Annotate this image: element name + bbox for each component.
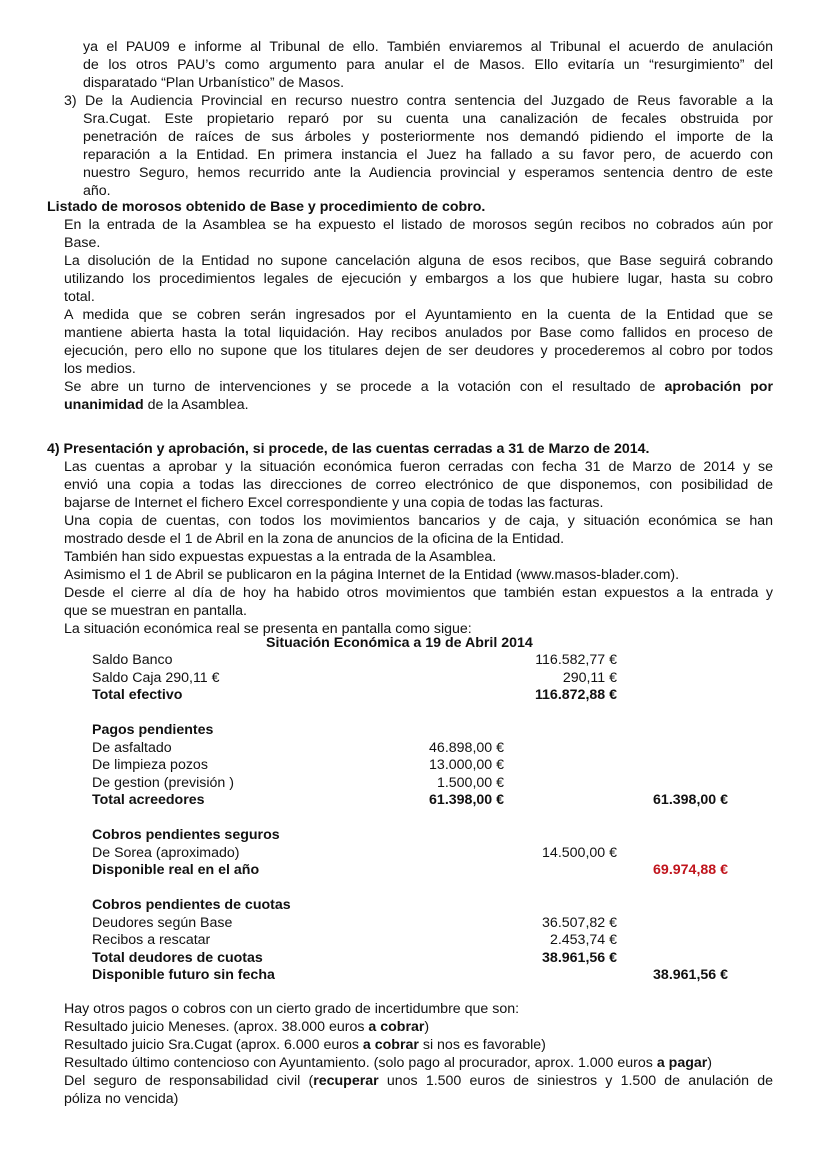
section-heading-4: 4) Presentación y aprobación, si procede, de las cuentas cerradas a 31 de Marzo de 2014. (47, 441, 650, 457)
uncertain-item (64, 1072, 773, 1090)
paragraph-line: En la entrada de la Asamblea se ha expuesto el listado de morosos según recibos no cobrados aún por (64, 217, 773, 233)
item-text: unos 1.500 euros de siniestros y 1.500 de anulación de (378, 1073, 773, 1089)
paragraph-line: ejecución, pero ello no supone que los titulares dejen de ser deudores y procederemos al cobro por todos (64, 343, 773, 359)
economic-table-title: Situación Económica a 19 de Abril 2014 (266, 635, 533, 651)
paragraph-line: La situación económica real se presenta en pantalla como sigue: (64, 621, 472, 637)
table-row-label: De asfaltado (92, 739, 172, 756)
table-cell-amount: 1.500,00 € (436, 774, 504, 791)
paragraph-line: Las cuentas a aprobar y la situación económica fueron cerradas con fecha 31 de Marzo de 2014 y se (64, 459, 773, 475)
table-row-label: Cobros pendientes seguros (92, 827, 280, 843)
paragraph-line: envió una copia a todas las direcciones de correo electrónico de que disponemos, con posibilidad de (64, 477, 773, 493)
item-bold: recuperar (313, 1073, 379, 1089)
table-cell-amount: 38.961,56 € (542, 949, 617, 966)
paragraph-line: de los otros PAU’s como argumento para anular el de Masos. Ello evitaría un “resurgimiento” del (83, 57, 773, 73)
table-row-label: Disponible real en el año (92, 862, 260, 878)
paragraph-line: Base. (64, 235, 101, 251)
table-row-label: Saldo Caja 290,11 € (92, 669, 220, 686)
paragraph-line: nuestro Seguro, hemos recurrido ante la Audiencia provincial y esperamos sentencia dentro de este (83, 165, 773, 181)
paragraph-line: Una copia de cuentas, con todos los movimientos bancarios y de caja, y situación económica se han (64, 513, 773, 529)
uncertain-item (64, 1018, 429, 1036)
table-cell-amount: 290,11 € (562, 669, 617, 686)
table-row-label: De gestion (previsión ) (92, 774, 234, 791)
table-row-label: Recibos a rescatar (92, 932, 211, 948)
paragraph-line: La disolución de la Entidad no supone cancelación alguna de esos recibos, que Base seguirá cobrando (64, 253, 773, 269)
paragraph-line: Sra.Cugat. Este propietario reparó por su cuenta una canalización de fecales obstruida por (83, 111, 773, 127)
table-cell-amount: 116.582,77 € (535, 652, 617, 668)
paragraph-line: bajarse de Internet el fichero Excel correspondiente y una copia de todas las facturas. (64, 495, 604, 511)
item-text: si nos es favorable) (418, 1037, 546, 1053)
table-cell-amount: 14.500,00 € (542, 844, 617, 861)
uncertain-item (64, 1036, 546, 1054)
table-row-label: De limpieza pozos (92, 757, 208, 773)
paragraph-line: reparación a la Entidad. En primera instancia el Juez ha fallado a su favor pero, de acuerdo con (83, 147, 773, 163)
item-text: ) (424, 1019, 430, 1035)
table-row-label: Cobros pendientes de cuotas (92, 897, 291, 913)
table-row-label: Deudores según Base (92, 914, 233, 931)
list-item-3: 3) De la Audiencia Provincial en recurso nuestro contra sentencia del Juzgado de Reus favorable a la (64, 93, 773, 109)
item-text: Resultado último contencioso con Ayuntamiento. (solo pago al procurador, aprox. 1.000 euros (64, 1055, 657, 1071)
paragraph-line: penetración de raíces de sus árboles y posteriormente nos demandó pidiendo el importe de la (83, 129, 773, 145)
table-row-label: Total deudores de cuotas (92, 949, 263, 966)
item-text: Resultado juicio Sra.Cugat (aprox. 6.000 euros (64, 1037, 363, 1053)
paragraph-line: Asimismo el 1 de Abril se publicaron en la página Internet de la Entidad (www.masos-blader.com). (64, 567, 680, 583)
table-row-label: De Sorea (aproximado) (92, 844, 240, 861)
vote-text: de la Asamblea. (143, 397, 249, 413)
item-bold: a pagar (656, 1055, 708, 1071)
table-cell-amount: 61.398,00 € (653, 792, 728, 808)
table-cell-amount: 36.507,82 € (542, 914, 617, 931)
table-cell-amount: 116.872,88 € (534, 687, 617, 703)
item-text: Resultado juicio Meneses. (aprox. 38.000 euros (64, 1019, 369, 1035)
table-row-label: Disponible futuro sin fecha (92, 967, 275, 983)
paragraph-line: ya el PAU09 e informe al Tribunal de ello. También enviaremos al Tribunal el acuerdo de anulación (83, 39, 773, 55)
item-bold: a cobrar (368, 1019, 425, 1035)
table-row-label: Saldo Banco (92, 652, 173, 668)
paragraph-line: total. (64, 289, 95, 305)
table-cell-amount: 38.961,56 € (653, 967, 728, 983)
paragraph-line: mantiene abierta hasta la total liquidación. Hay recibos anulados por Base como fallidos en proceso de (64, 325, 773, 341)
uncertain-item (64, 1054, 712, 1072)
vote-result-line (64, 378, 773, 396)
table-cell-amount: 46.898,00 € (429, 739, 504, 756)
paragraph-line: utilizando los procedimientos legales de ejecución y embargos a los que hubiere lugar, hasta su cobro (64, 271, 773, 287)
table-cell-amount: 2.453,74 € (549, 932, 617, 948)
table-cell-amount: 13.000,00 € (429, 757, 504, 773)
paragraph-line: Desde el cierre al día de hoy ha habido otros movimientos que también estan expuestos a la entrada y (64, 585, 773, 601)
table-row-label: Total efectivo (92, 687, 183, 703)
paragraph-line: que se muestran en pantalla. (64, 603, 247, 619)
vote-result-bold: aprobación por (664, 379, 773, 395)
table-cell-amount: 61.398,00 € (429, 792, 504, 808)
table-row-label: Total acreedores (92, 792, 205, 808)
item-bold: a cobrar (362, 1037, 419, 1053)
item-text: Del seguro de responsabilidad civil ( (64, 1073, 314, 1089)
section-heading-morosos: Listado de morosos obtenido de Base y procedimiento de cobro. (47, 199, 486, 215)
paragraph-line: También han sido expuestas expuestas a la entrada de la Asamblea. (64, 549, 497, 565)
item-text: ) (707, 1055, 713, 1071)
paragraph-line: disparatado “Plan Urbanístico” de Masos. (83, 75, 345, 91)
paragraph-line: los medios. (64, 361, 136, 377)
paragraph-line: A medida que se cobren serán ingresados por el Ayuntamiento en la cuenta de la Entidad que se (64, 307, 773, 323)
paragraph-line: Hay otros pagos o cobros con un cierto grado de incertidumbre que son: (64, 1001, 520, 1017)
vote-result-bold: unanimidad (64, 397, 144, 413)
highlighted-amount: 69.974,88 € (653, 862, 728, 878)
vote-result-line (64, 396, 249, 414)
paragraph-line: año. (83, 183, 111, 199)
uncertain-item: póliza no vencida) (64, 1091, 179, 1107)
table-row-label: Pagos pendientes (92, 722, 214, 738)
vote-text: Se abre un turno de intervenciones y se procede a la votación con el resultado de (64, 379, 656, 395)
paragraph-line: mostrado desde el 1 de Abril en la zona de anuncios de la oficina de la Entidad. (64, 531, 565, 547)
